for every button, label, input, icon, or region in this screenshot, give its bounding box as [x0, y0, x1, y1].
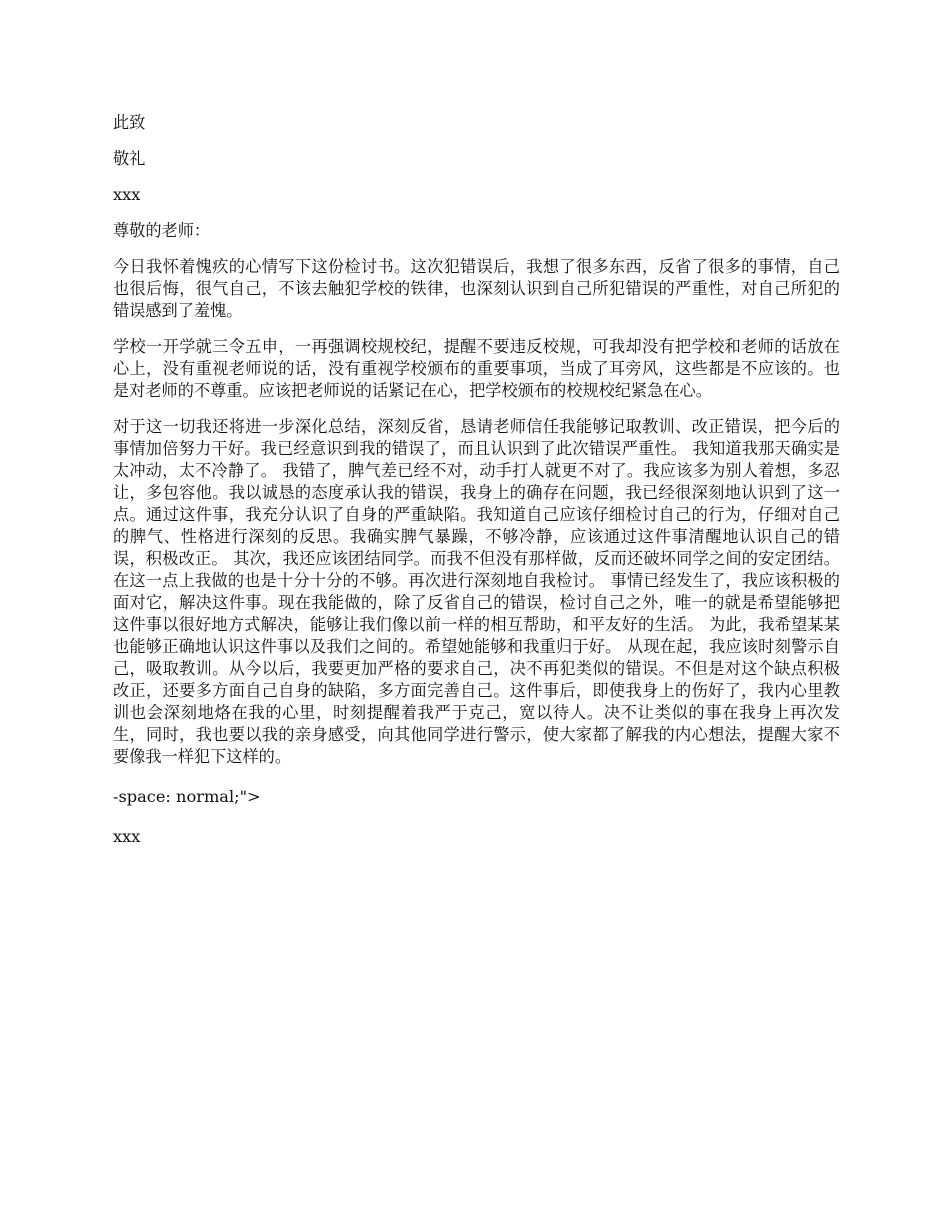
letter-page: [113, 112, 840, 848]
signature-top: xxx: [113, 185, 141, 204]
salutation: 尊敬的老师：: [113, 221, 211, 240]
body-paragraph-3: 对于这一切我还将进一步深化总结，深刻反省，恳请老师信任我能够记取教训、改正错误，把今后的事情加倍努力干好。我已经意识到我的错误了，而且认识到了此次错误严重性。 我知道我那天确实是太冲动，太不冷静了。 我错了，脾气差已经不对，动手打人就更不对了。我应该多为别人着想，多忍让，多包容他。我以诚恳的态度承认我的错误，我身上的确存在问题，我已经很深刻地认识到了这一点。通过这件事，我充分认识了自身的严重缺陷。我知道自己应该仔细检讨自己的行为，仔细对自己的脾气、性格进行深刻的反思。我确实脾气暴躁，不够冷静，应该通过这件事清醒地认识自己的错误，积极改正。 其次，我还应该团结同学。而我不但没有那样做，反而还破坏同学之间的安定团结。在这一点上我做的也是十分十分的不够。再次进行深刻地自我检讨。 事情已经发生了，我应该积极的面对它，解决这件事。现在我能做的，除了反省自己的错误，检讨自己之外，唯一的就是希望能够把这件事以很好地方式解决，能够让我们像以前一样的相互帮助，和平友好的生活。 为此，我希望某某也能够正确地认识这件事以及我们之间的。希望她能够和我重归于好。 从现在起，我应该时刻警示自己，吸取教训。从今以后，我要更加严格的要求自己，决不再犯类似的错误。不但是对这个缺点积极改正，还要多方面自己自身的缺陷，多方面完善自己。这件事后，即使我身上的伤好了，我内心里教训也会深刻地烙在我的心里，时刻提醒着我严于克己，宽以待人。决不让类似的事在我身上再次发生，同时，我也要以我的亲身感受，向其他同学进行警示，使大家都了解我的内心想法，提醒大家不要像我一样犯下这样的。: [113, 417, 840, 766]
closing-line-1: 此致: [113, 113, 146, 132]
body-paragraph-1: 今日我怀着愧疚的心情写下这份检讨书。这次犯错误后，我想了很多东西，反省了很多的事情，自己也很后悔，很气自己，不该去触犯学校的铁律，也深刻认识到自己所犯错误的严重性，对自己所犯的错误感到了羞愧。: [113, 257, 840, 320]
signature-bottom: xxx: [113, 827, 141, 846]
body-paragraph-2: 学校一开学就三令五申，一再强调校规校纪，提醒不要违反校规，可我却没有把学校和老师的话放在心上，没有重视老师说的话，没有重视学校颁布的重要事项，当成了耳旁风，这些都是不应该的。也是对老师的不尊重。应该把老师说的话紧记在心，把学校颁布的校规校纪紧急在心。: [113, 337, 840, 400]
closing-line-2: 敬礼: [113, 149, 146, 168]
stray-markup-text: -space: normal;">: [113, 787, 261, 806]
